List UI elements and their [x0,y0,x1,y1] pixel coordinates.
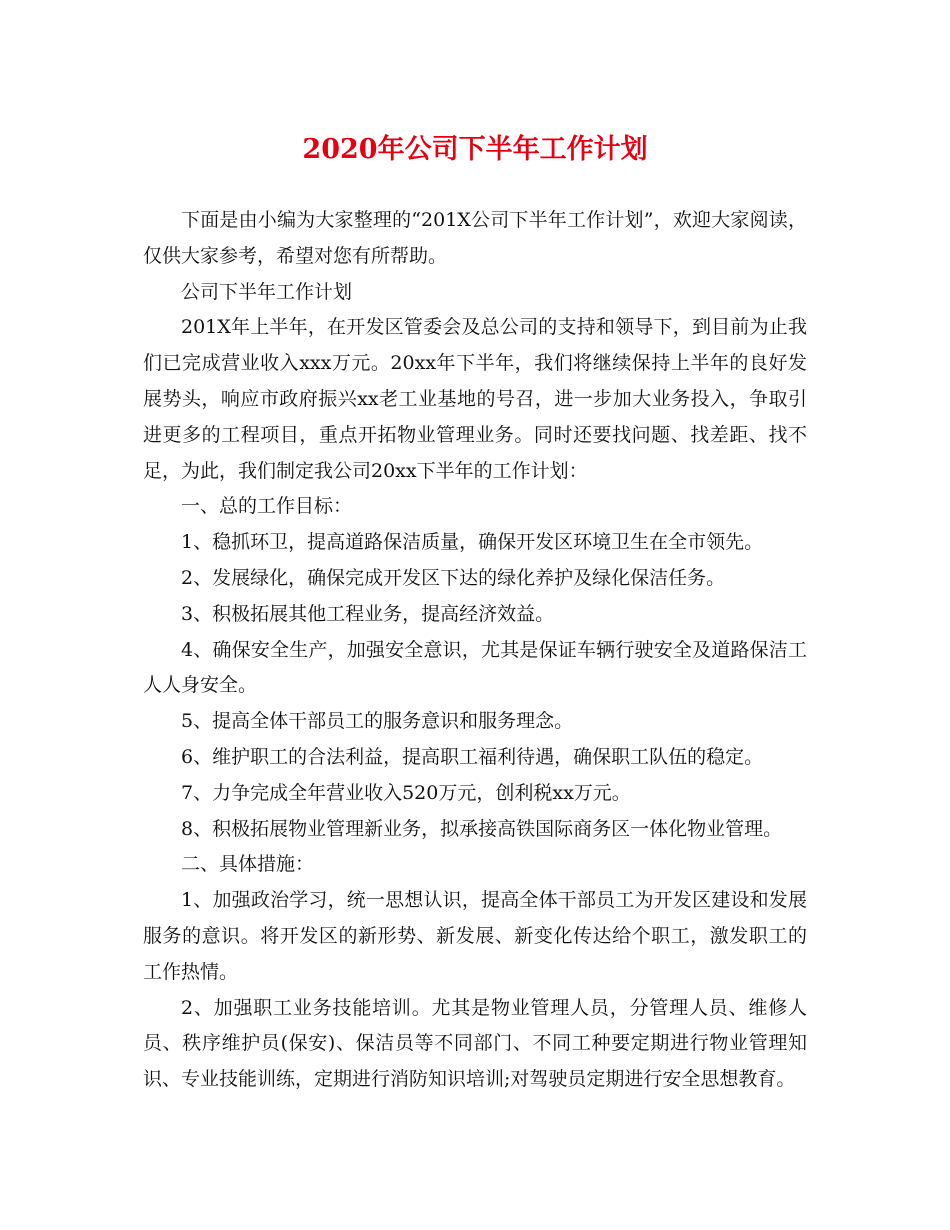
goal-item: 5、提高全体干部员工的服务意识和服务理念。 [181,710,574,733]
document-title: 2020年公司下半年工作计划 [302,134,648,165]
goal-item: 3、积极拓展其他工程业务，提高经济效益。 [181,602,555,625]
goals-heading: 一、总的工作目标： [181,495,353,518]
goal-item: 1、稳抓环卫，提高道路保洁质量，确保开发区环境卫生在全市领先。 [181,531,764,554]
measure-item: 2、加强职工业务技能培训。尤其是物业管理人员，分管理人员、维修人员、秩序维护员(保安)、保洁员等不同部门、不同工种要定期进行物业管理知识、专业技能训练，定期进行消防知识培训;对驾驶员定期进行安全思想教育。 [143,996,807,1091]
measures-heading: 二、具体措施： [181,853,315,876]
goal-item: 8、积极拓展物业管理新业务，拟承接高铁国际商务区一体化物业管理。 [181,817,783,840]
goal-item: 6、维护职工的合法利益，提高职工福利待遇，确保职工队伍的稳定。 [181,745,764,768]
measure-item: 1、加强政治学习，统一思想认识，提高全体干部员工为开发区建设和发展服务的意识。将开发区的新形势、新发展、新变化传达给个职工，激发职工的工作热情。 [143,889,807,983]
goal-item: 2、发展绿化，确保完成开发区下达的绿化养护及绿化保洁任务。 [181,566,726,589]
document-body [143,203,807,1098]
intro-paragraph: 下面是由小编为大家整理的“201X公司下半年工作计划”，欢迎大家阅读，仅供大家参考，希望对您有所帮助。 [143,209,807,267]
goal-item: 7、力争完成全年营业收入520万元，创利税xx万元。 [181,781,631,804]
overview-paragraph: 201X年上半年，在开发区管委会及总公司的支持和领导下，到目前为止我们已完成营业收入xxx万元。20xx年下半年，我们将继续保持上半年的良好发展势头，响应市政府振兴xx老工业基地的号召，进一步加大业务投入，争取引进更多的工程项目，重点开拓物业管理业务。同时还要找问题、找差距、找不足，为此，我们制定我公司20xx下半年的工作计划： [143,316,807,482]
goal-item: 4、确保安全生产，加强安全意识，尤其是保证车辆行驶安全及道路保洁工人人身安全。 [143,638,807,697]
section-heading: 公司下半年工作计划 [181,280,353,303]
